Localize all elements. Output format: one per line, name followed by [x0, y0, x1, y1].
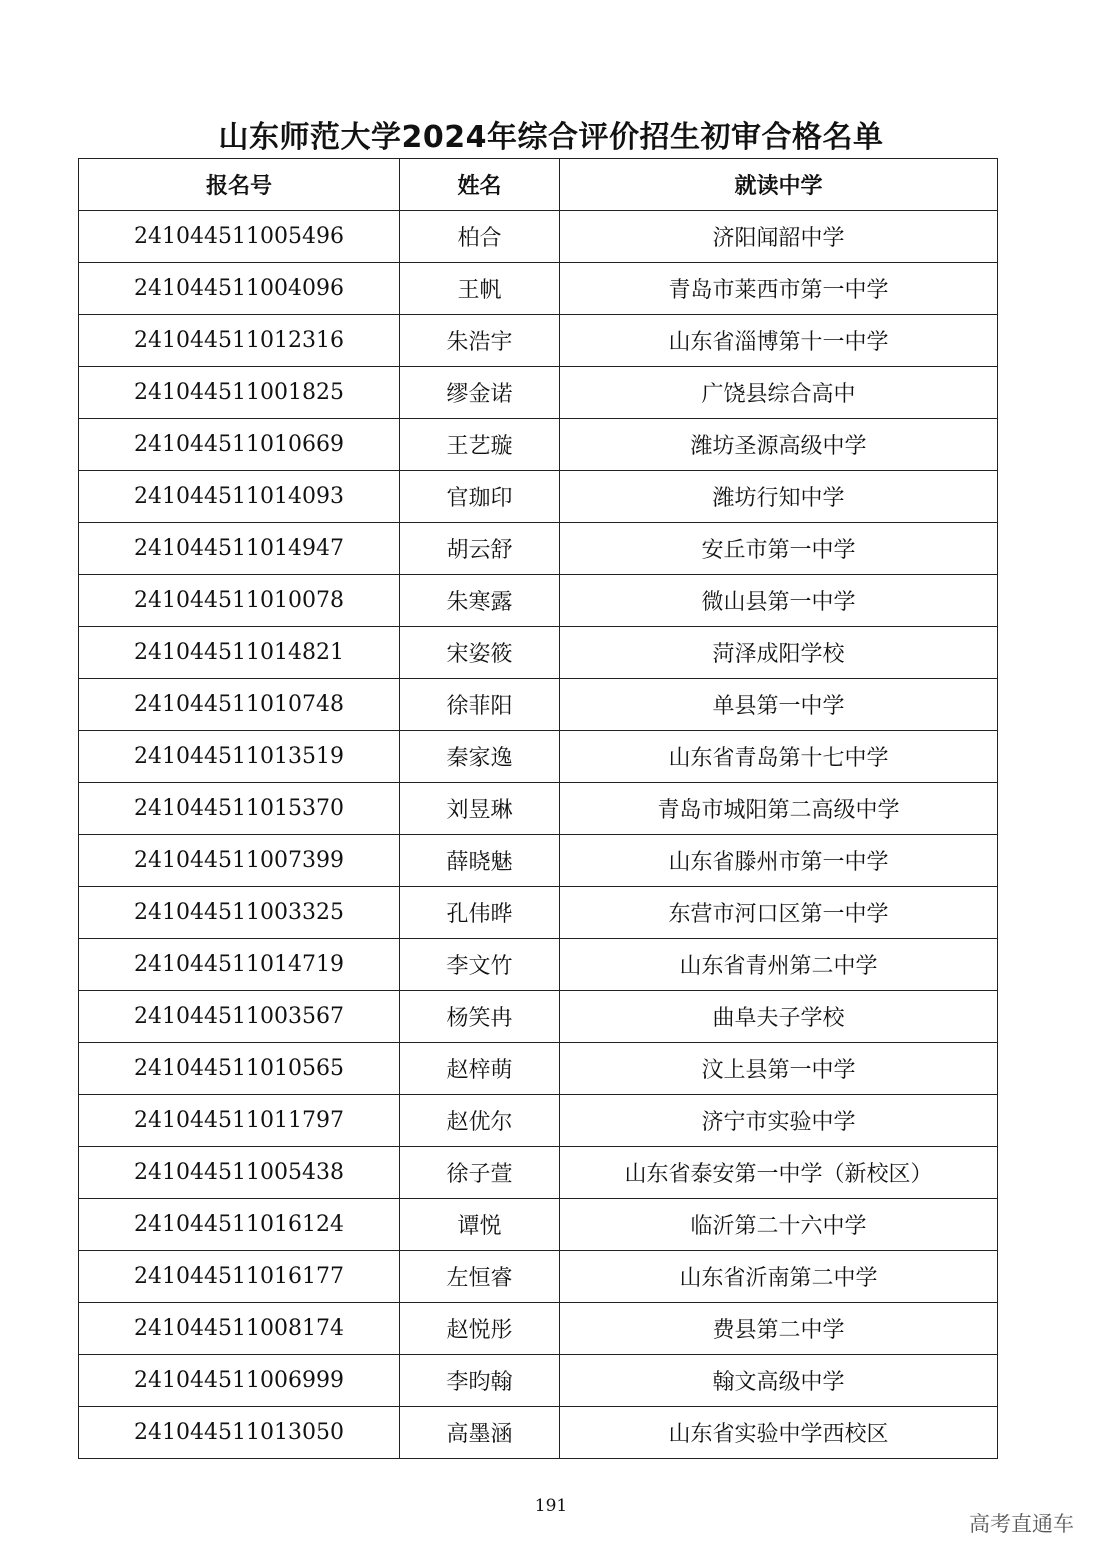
cell-registration-number: 241044511012316 — [79, 315, 400, 367]
table-row — [79, 419, 998, 471]
cell-school: 山东省淄博第十一中学 — [560, 315, 998, 367]
cell-school: 青岛市城阳第二高级中学 — [560, 783, 998, 835]
cell-name: 官珈印 — [400, 471, 560, 523]
cell-school: 汶上县第一中学 — [560, 1043, 998, 1095]
table-row — [79, 1095, 998, 1147]
cell-registration-number: 241044511005496 — [79, 211, 400, 263]
cell-name: 赵梓萌 — [400, 1043, 560, 1095]
header-name: 姓名 — [400, 159, 560, 211]
cell-name: 柏合 — [400, 211, 560, 263]
cell-name: 朱浩宇 — [400, 315, 560, 367]
cell-registration-number: 241044511010078 — [79, 575, 400, 627]
cell-name: 秦家逸 — [400, 731, 560, 783]
cell-registration-number: 241044511008174 — [79, 1303, 400, 1355]
cell-school: 单县第一中学 — [560, 679, 998, 731]
cell-name: 朱寒露 — [400, 575, 560, 627]
table-row — [79, 1251, 998, 1303]
cell-name: 李昀翰 — [400, 1355, 560, 1407]
cell-school: 临沂第二十六中学 — [560, 1199, 998, 1251]
cell-name: 赵优尔 — [400, 1095, 560, 1147]
table-row — [79, 575, 998, 627]
table-row — [79, 679, 998, 731]
table-row — [79, 367, 998, 419]
page-number: 191 — [534, 1496, 568, 1516]
table-row — [79, 731, 998, 783]
table-row — [79, 939, 998, 991]
cell-school: 费县第二中学 — [560, 1303, 998, 1355]
cell-name: 王帆 — [400, 263, 560, 315]
cell-school: 翰文高级中学 — [560, 1355, 998, 1407]
table-row — [79, 1355, 998, 1407]
table-row — [79, 991, 998, 1043]
cell-school: 济阳闻韶中学 — [560, 211, 998, 263]
table-row — [79, 887, 998, 939]
cell-name: 孔伟晔 — [400, 887, 560, 939]
header-school: 就读中学 — [560, 159, 998, 211]
table-header-row — [79, 159, 998, 211]
table-row — [79, 627, 998, 679]
cell-school: 济宁市实验中学 — [560, 1095, 998, 1147]
cell-registration-number: 241044511001825 — [79, 367, 400, 419]
cell-name: 王艺璇 — [400, 419, 560, 471]
cell-name: 徐子萱 — [400, 1147, 560, 1199]
cell-registration-number: 241044511016124 — [79, 1199, 400, 1251]
cell-registration-number: 241044511006999 — [79, 1355, 400, 1407]
cell-school: 广饶县综合高中 — [560, 367, 998, 419]
cell-registration-number: 241044511003325 — [79, 887, 400, 939]
cell-name: 赵悦彤 — [400, 1303, 560, 1355]
watermark-text: 高考直通车 — [969, 1512, 1074, 1536]
table-row — [79, 1407, 998, 1459]
cell-registration-number: 241044511014719 — [79, 939, 400, 991]
table-row — [79, 315, 998, 367]
cell-school: 山东省滕州市第一中学 — [560, 835, 998, 887]
cell-registration-number: 241044511007399 — [79, 835, 400, 887]
cell-registration-number: 241044511010748 — [79, 679, 400, 731]
cell-registration-number: 241044511014093 — [79, 471, 400, 523]
table-row — [79, 211, 998, 263]
results-table — [78, 158, 998, 1459]
cell-registration-number: 241044511014947 — [79, 523, 400, 575]
cell-name: 李文竹 — [400, 939, 560, 991]
cell-registration-number: 241044511016177 — [79, 1251, 400, 1303]
cell-school: 菏泽成阳学校 — [560, 627, 998, 679]
cell-school: 青岛市莱西市第一中学 — [560, 263, 998, 315]
cell-registration-number: 241044511004096 — [79, 263, 400, 315]
table-row — [79, 1147, 998, 1199]
cell-school: 山东省实验中学西校区 — [560, 1407, 998, 1459]
cell-school: 山东省青州第二中学 — [560, 939, 998, 991]
cell-school: 潍坊圣源高级中学 — [560, 419, 998, 471]
table-row — [79, 263, 998, 315]
cell-name: 谭悦 — [400, 1199, 560, 1251]
page-title: 山东师范大学2024年综合评价招生初审合格名单 — [218, 120, 884, 155]
cell-registration-number: 241044511014821 — [79, 627, 400, 679]
cell-name: 左恒睿 — [400, 1251, 560, 1303]
table-row — [79, 1043, 998, 1095]
cell-registration-number: 241044511010669 — [79, 419, 400, 471]
cell-name: 高墨涵 — [400, 1407, 560, 1459]
table-row — [79, 1303, 998, 1355]
cell-name: 宋姿筱 — [400, 627, 560, 679]
cell-name: 刘昱琳 — [400, 783, 560, 835]
cell-registration-number: 241044511010565 — [79, 1043, 400, 1095]
table-row — [79, 835, 998, 887]
cell-name: 胡云舒 — [400, 523, 560, 575]
cell-school: 安丘市第一中学 — [560, 523, 998, 575]
cell-school: 曲阜夫子学校 — [560, 991, 998, 1043]
cell-registration-number: 241044511013519 — [79, 731, 400, 783]
table-row — [79, 1199, 998, 1251]
cell-name: 缪金诺 — [400, 367, 560, 419]
cell-registration-number: 241044511011797 — [79, 1095, 400, 1147]
table-row — [79, 783, 998, 835]
cell-registration-number: 241044511003567 — [79, 991, 400, 1043]
table-row — [79, 471, 998, 523]
cell-name: 杨笑冉 — [400, 991, 560, 1043]
cell-school: 山东省泰安第一中学（新校区） — [560, 1147, 998, 1199]
header-registration-number: 报名号 — [79, 159, 400, 211]
table-row — [79, 523, 998, 575]
cell-school: 山东省沂南第二中学 — [560, 1251, 998, 1303]
cell-school: 潍坊行知中学 — [560, 471, 998, 523]
cell-name: 薛晓魅 — [400, 835, 560, 887]
cell-registration-number: 241044511005438 — [79, 1147, 400, 1199]
cell-school: 山东省青岛第十七中学 — [560, 731, 998, 783]
cell-school: 微山县第一中学 — [560, 575, 998, 627]
cell-name: 徐菲阳 — [400, 679, 560, 731]
table-body — [79, 211, 998, 1459]
cell-registration-number: 241044511013050 — [79, 1407, 400, 1459]
cell-school: 东营市河口区第一中学 — [560, 887, 998, 939]
cell-registration-number: 241044511015370 — [79, 783, 400, 835]
